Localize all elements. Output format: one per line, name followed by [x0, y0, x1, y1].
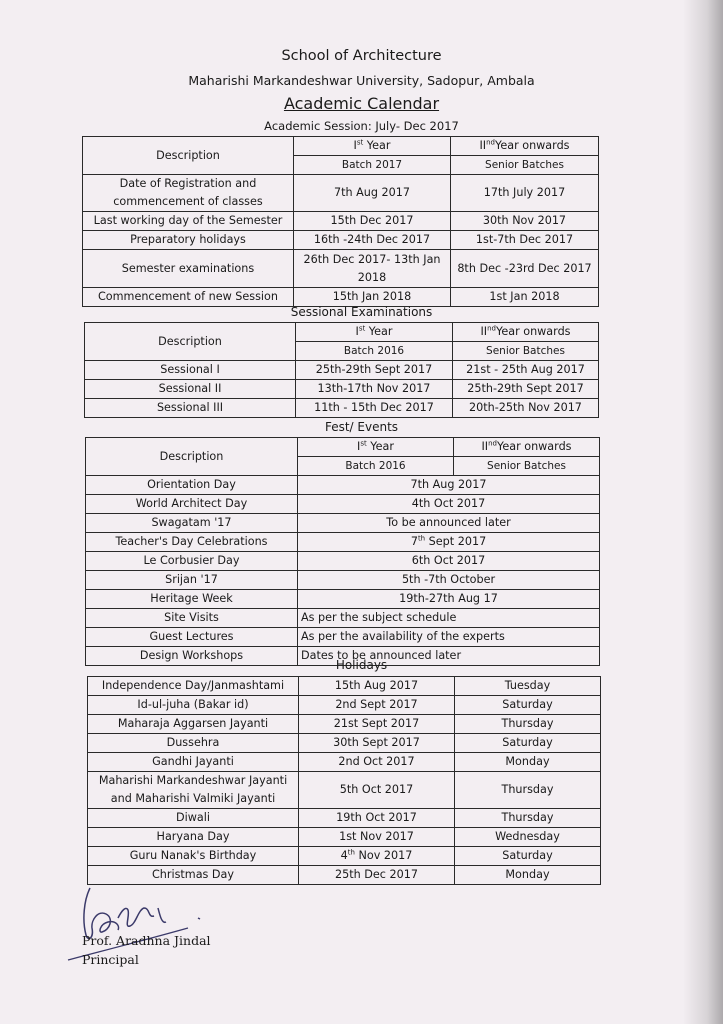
school-name: School of Architecture: [281, 48, 442, 64]
academic-row-c2: 17th July 2017: [451, 175, 599, 212]
academic-col1-sub: Batch 2017: [294, 156, 451, 175]
sessional-col1-header: Ist Year: [296, 323, 453, 342]
holiday-date: 4th Nov 2017: [299, 847, 455, 866]
academic-col2-header: IIndYear onwards: [451, 137, 599, 156]
sessional-table: [84, 322, 599, 418]
document-title-text: Academic Calendar: [283, 94, 440, 113]
academic-row-c2: 30th Nov 2017: [451, 212, 599, 231]
fest-row-label: Le Corbusier Day: [86, 552, 298, 571]
academic-row-label: Commencement of new Session: [83, 288, 294, 307]
holiday-date: 30th Sept 2017: [299, 734, 455, 753]
fest-row-label: Heritage Week: [86, 590, 298, 609]
academic-row-c2: 1st-7th Dec 2017: [451, 231, 599, 250]
fest-row-value: To be announced later: [298, 514, 600, 533]
sessional-row-label: Sessional II: [85, 380, 296, 399]
fest-row-label: Design Workshops: [86, 647, 298, 666]
holiday-date: 2nd Oct 2017: [299, 753, 455, 772]
sessional-row-c1: 11th - 15th Dec 2017: [296, 399, 453, 418]
fest-row-value: As per the subject schedule: [298, 609, 600, 628]
fest-row-value: Dates to be announced later: [298, 647, 600, 666]
fest-col2-sub: Senior Batches: [454, 457, 600, 476]
session-label: Academic Session: July- Dec 2017: [264, 119, 459, 133]
sessional-row-c1: 13th-17th Nov 2017: [296, 380, 453, 399]
academic-row-label: Semester examinations: [83, 250, 294, 288]
holiday-name: Maharaja Aggarsen Jayanti: [88, 715, 299, 734]
holiday-day: Saturday: [455, 847, 601, 866]
academic-row-c2: 8th Dec -23rd Dec 2017: [451, 250, 599, 288]
academic-row-c1: 16th -24th Dec 2017: [294, 231, 451, 250]
holiday-date: 15th Aug 2017: [299, 677, 455, 696]
fest-row-label: Srijan '17: [86, 571, 298, 590]
academic-row-label: Date of Registration and commencement of classes: [83, 175, 294, 212]
holiday-day: Saturday: [455, 734, 601, 753]
holidays-table: [87, 676, 601, 885]
fest-col2-header: IIndYear onwards: [454, 438, 600, 457]
holiday-date: 1st Nov 2017: [299, 828, 455, 847]
sessional-row-c2: 25th-29th Sept 2017: [453, 380, 599, 399]
holiday-day: Monday: [455, 753, 601, 772]
holiday-name: Dussehra: [88, 734, 299, 753]
holiday-day: Saturday: [455, 696, 601, 715]
holiday-name: Haryana Day: [88, 828, 299, 847]
holiday-date: 5th Oct 2017: [299, 772, 455, 809]
academic-row-label: Last working day of the Semester: [83, 212, 294, 231]
holiday-name: Maharishi Markandeshwar Jayanti and Maharishi Valmiki Jayanti: [88, 772, 299, 809]
document-title: [0, 94, 723, 113]
fest-row-label: World Architect Day: [86, 495, 298, 514]
fest-row-label: Site Visits: [86, 609, 298, 628]
fest-row-value: 6th Oct 2017: [298, 552, 600, 571]
fest-row-value: 7th Aug 2017: [298, 476, 600, 495]
academic-row-c1: 26th Dec 2017- 13th Jan 2018: [294, 250, 451, 288]
sessional-col-description: Description: [85, 323, 296, 361]
fest-row-label: Guest Lectures: [86, 628, 298, 647]
holiday-name: Diwali: [88, 809, 299, 828]
fest-col-description: Description: [86, 438, 298, 476]
holiday-day: Thursday: [455, 715, 601, 734]
sessional-row-c1: 25th-29th Sept 2017: [296, 361, 453, 380]
holiday-name: Guru Nanak's Birthday: [88, 847, 299, 866]
fest-row-value: 7th Sept 2017: [298, 533, 600, 552]
holiday-date: 21st Sept 2017: [299, 715, 455, 734]
holiday-name: Id-ul-juha (Bakar id): [88, 696, 299, 715]
fest-col1-header: Ist Year: [298, 438, 454, 457]
fest-table: [85, 437, 600, 666]
sessional-col2-sub: Senior Batches: [453, 342, 599, 361]
fest-row-value: As per the availability of the experts: [298, 628, 600, 647]
sessional-row-label: Sessional I: [85, 361, 296, 380]
holiday-date: 19th Oct 2017: [299, 809, 455, 828]
sessional-row-c2: 20th-25th Nov 2017: [453, 399, 599, 418]
fest-row-label: Teacher's Day Celebrations: [86, 533, 298, 552]
page-edge-shadow: [683, 0, 723, 1024]
fest-row-value: 4th Oct 2017: [298, 495, 600, 514]
fest-title: Fest/ Events: [324, 420, 399, 434]
fest-row-label: Swagatam '17: [86, 514, 298, 533]
fest-row-value: 5th -7th October: [298, 571, 600, 590]
academic-row-c2: 1st Jan 2018: [451, 288, 599, 307]
fest-col1-sub: Batch 2016: [298, 457, 454, 476]
academic-col2-sub: Senior Batches: [451, 156, 599, 175]
holiday-day: Wednesday: [455, 828, 601, 847]
signatory-name: Prof. Aradhna Jindal: [82, 933, 211, 948]
academic-col-description: Description: [83, 137, 294, 175]
fest-row-label: Orientation Day: [86, 476, 298, 495]
sessional-col2-header: IIndYear onwards: [453, 323, 599, 342]
holiday-date: 2nd Sept 2017: [299, 696, 455, 715]
signatory-title: Principal: [82, 952, 139, 967]
holiday-day: Thursday: [455, 772, 601, 809]
sessional-row-c2: 21st - 25th Aug 2017: [453, 361, 599, 380]
sessional-col1-sub: Batch 2016: [296, 342, 453, 361]
holiday-name: Christmas Day: [88, 866, 299, 885]
holidays-title: Holidays: [335, 658, 388, 672]
academic-row-label: Preparatory holidays: [83, 231, 294, 250]
holiday-day: Thursday: [455, 809, 601, 828]
holiday-day: Monday: [455, 866, 601, 885]
academic-row-c1: 15th Dec 2017: [294, 212, 451, 231]
fest-row-value: 19th-27th Aug 17: [298, 590, 600, 609]
sessional-row-label: Sessional III: [85, 399, 296, 418]
holiday-name: Gandhi Jayanti: [88, 753, 299, 772]
holiday-day: Tuesday: [455, 677, 601, 696]
holiday-date: 25th Dec 2017: [299, 866, 455, 885]
university-name: Maharishi Markandeshwar University, Sadopur, Ambala: [188, 73, 535, 88]
academic-row-c1: 15th Jan 2018: [294, 288, 451, 307]
academic-row-c1: 7th Aug 2017: [294, 175, 451, 212]
sessional-title: Sessional Examinations: [290, 305, 433, 319]
holiday-name: Independence Day/Janmashtami: [88, 677, 299, 696]
academic-col1-header: Ist Year: [294, 137, 451, 156]
academic-table: [82, 136, 599, 307]
